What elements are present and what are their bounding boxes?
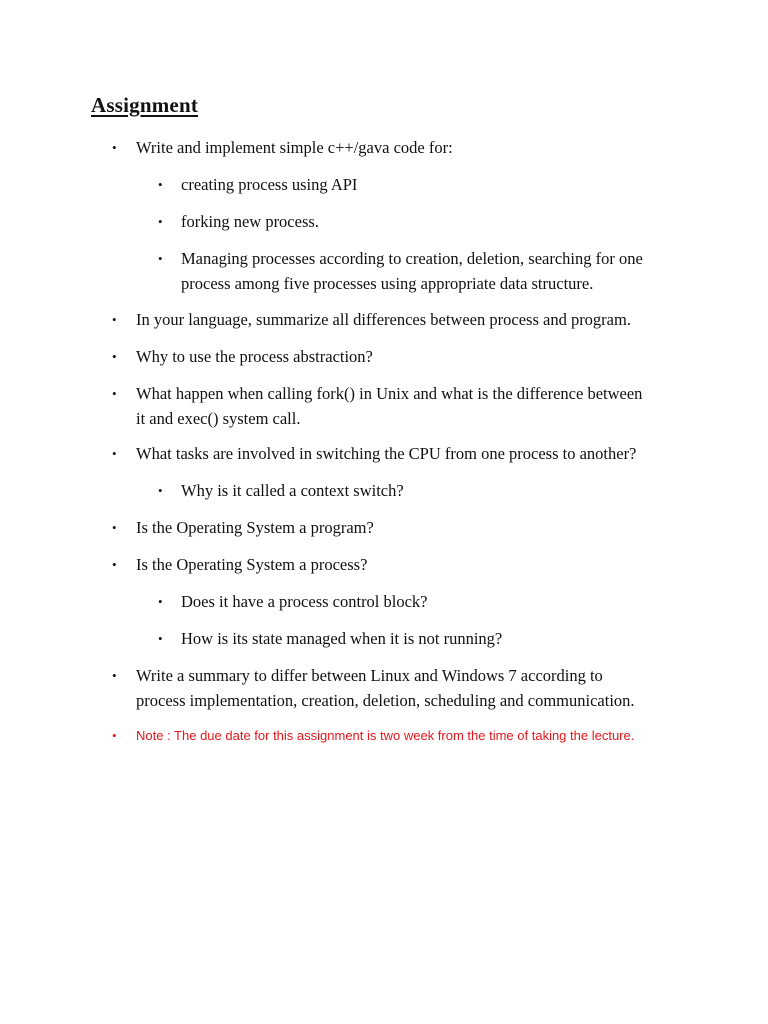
list-item-text-line2: process implementation, creation, deletion, scheduling and communication. [136,691,635,710]
bullet-icon: • [158,594,163,609]
page-title: Assignment [91,93,199,117]
bullet-icon: • [112,446,117,461]
list-item-text: In your language, summarize all differences between process and program. [136,310,631,329]
bullet-icon: • [158,251,163,266]
bullet-icon: • [158,631,163,646]
bullet-icon: • [112,386,117,401]
bullet-icon: • [112,668,117,683]
list-item-text-line1: What happen when calling fork() in Unix and what is the difference between [136,384,643,403]
list-item-text: Is the Operating System a program? [136,518,374,537]
list-item-text-line2: process among five processes using appropriate data structure. [181,274,594,293]
bullet-icon: • [112,557,117,572]
list-item-text: What tasks are involved in switching the CPU from one process to another? [136,444,637,463]
bullet-icon: • [112,520,117,535]
list-item-text: Is the Operating System a process? [136,555,368,574]
list-item-text: Why to use the process abstraction? [136,347,373,366]
note-text: Note : The due date for this assignment is two week from the time of taking the lecture. [136,728,635,743]
bullet-icon: • [112,349,117,364]
list-item-text: Why is it called a context switch? [181,481,404,500]
bullet-icon: • [158,483,163,498]
list-item-text: forking new process. [181,212,319,231]
list-item-text-line2: it and exec() system call. [136,409,301,428]
bullet-icon: • [158,177,163,192]
bullet-icon: • [112,312,117,327]
list-item-text: How is its state managed when it is not running? [181,629,503,648]
list-item-text: Does it have a process control block? [181,592,428,611]
bullet-icon: • [158,214,163,229]
list-item-text-line1: Managing processes according to creation, deletion, searching for one [181,249,643,268]
list-item-text-line1: Write a summary to differ between Linux and Windows 7 according to [136,666,603,685]
bullet-icon: • [112,728,117,743]
list-item-text: creating process using API [181,175,358,194]
list-item-text: Write and implement simple c++/gava code for: [136,138,453,157]
bullet-icon: • [112,140,117,155]
